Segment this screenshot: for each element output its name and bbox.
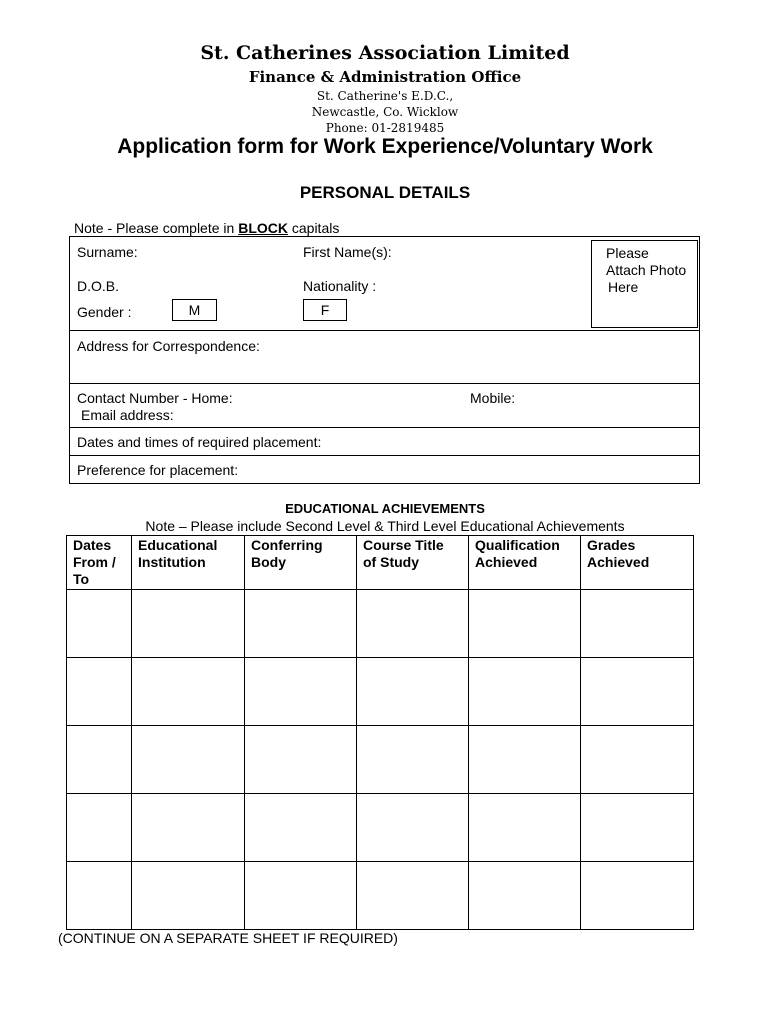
photo-label-line-2: Attach Photo (606, 262, 687, 278)
phone-number: Phone: 01-2819485 (325, 121, 445, 135)
first-names-label: First Name(s): (303, 244, 392, 260)
divider (69, 330, 700, 331)
col-dates-header: Dates From / To (67, 536, 132, 590)
form-title: Application form for Work Experience/Voluntary Work (117, 135, 653, 158)
table-row[interactable] (67, 658, 694, 726)
divider (69, 383, 700, 384)
organisation-name: St. Catherines Association Limited (200, 42, 570, 64)
table-row[interactable] (67, 590, 694, 658)
table-row[interactable] (67, 794, 694, 862)
divider (69, 427, 700, 428)
surname-label: Surname: (77, 244, 138, 260)
dates-times-label: Dates and times of required placement: (77, 434, 322, 450)
photo-label-line-1: Please (606, 245, 649, 261)
personal-details-heading: PERSONAL DETAILS (299, 183, 471, 202)
col-grades-header: Grades Achieved (581, 536, 694, 590)
address-line-1: St. Catherine's E.D.C., (316, 89, 454, 103)
education-table (66, 535, 694, 930)
divider (69, 455, 700, 456)
gender-f-box[interactable]: F (303, 299, 347, 321)
education-header-row (67, 536, 694, 590)
contact-home-label: Contact Number - Home: (77, 390, 233, 406)
office-name: Finance & Administration Office (248, 68, 522, 86)
photo-box[interactable] (591, 240, 698, 328)
table-row[interactable] (67, 862, 694, 930)
continue-note: (CONTINUE ON A SEPARATE SHEET IF REQUIRED) (58, 930, 398, 946)
col-conferring-body-header: Conferring Body (245, 536, 357, 590)
address-label: Address for Correspondence: (77, 338, 260, 354)
nationality-label: Nationality : (303, 278, 377, 294)
gender-m-box[interactable]: M (172, 299, 217, 321)
block-capitals-note: Note - Please complete in BLOCK capitals (74, 220, 340, 236)
col-institution-header: Educational Institution (132, 536, 245, 590)
col-qualification-header: Qualification Achieved (469, 536, 581, 590)
col-course-title-header: Course Title of Study (357, 536, 469, 590)
photo-label-line-3: Here (608, 279, 639, 295)
education-heading: EDUCATIONAL ACHIEVEMENTS (285, 501, 485, 516)
email-label: Email address: (81, 407, 174, 423)
mobile-label: Mobile: (470, 390, 516, 406)
gender-label: Gender : (77, 304, 132, 320)
education-note: Note – Please include Second Level & Third Level Educational Achievements (145, 518, 625, 534)
dob-label: D.O.B. (77, 278, 120, 294)
preference-label: Preference for placement: (77, 462, 239, 478)
table-row[interactable] (67, 726, 694, 794)
address-line-2: Newcastle, Co. Wicklow (311, 105, 459, 119)
